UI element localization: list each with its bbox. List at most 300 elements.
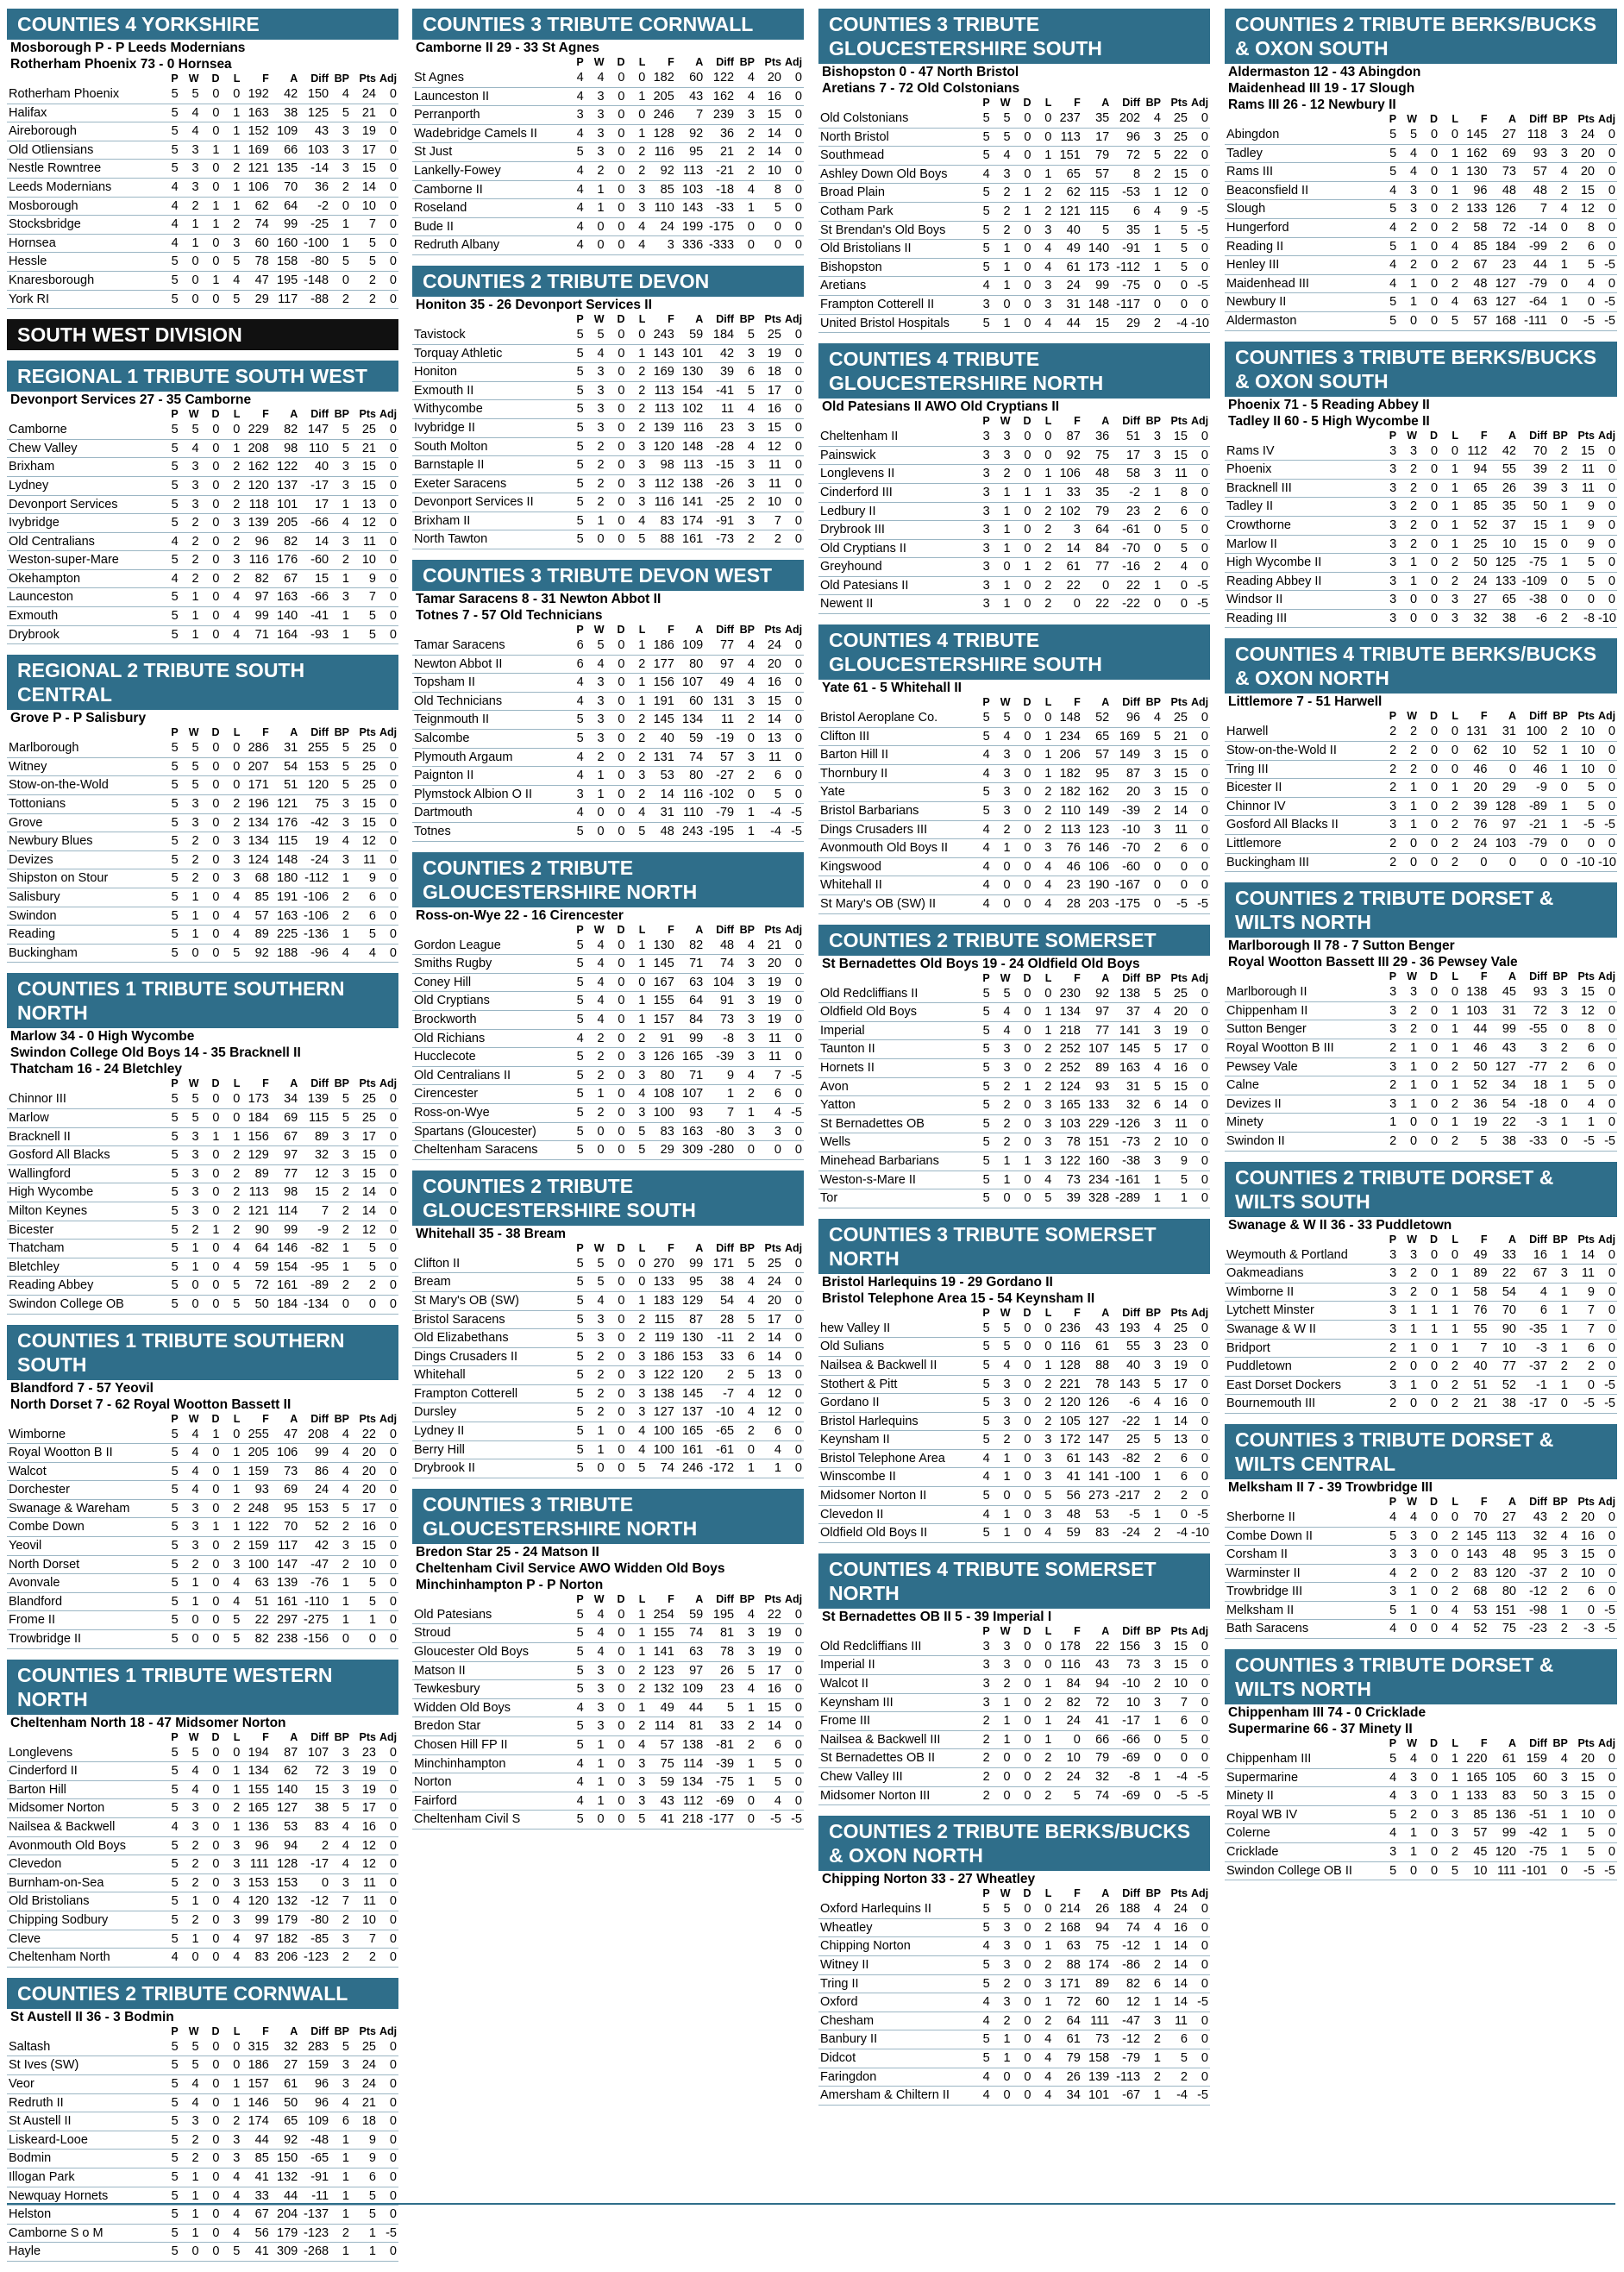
stat-d: 0: [1419, 200, 1439, 219]
stat-d: 0: [1013, 258, 1033, 277]
stat-diff: 29: [1111, 314, 1142, 333]
stat-diff: -67: [1111, 2087, 1142, 2106]
team-name: Hucclecote: [412, 1048, 565, 1067]
league-title: COUNTIES 3 TRIBUTE GLOUCESTERSHIRE NORTH: [412, 1489, 804, 1544]
column-header-f: F: [1074, 1887, 1081, 1900]
stat-p: 5: [971, 2049, 992, 2068]
stat-d: 0: [1013, 1900, 1033, 1918]
stat-l: 2: [1032, 1918, 1053, 1937]
stat-d: 1: [1013, 1152, 1033, 1171]
stat-p: 3: [1377, 591, 1398, 610]
stat-pts: 10: [1570, 742, 1596, 761]
stat-f: 82: [241, 1630, 270, 1649]
stat-a: 67: [271, 1127, 299, 1146]
stat-p: 5: [160, 776, 180, 795]
stat-pts: 19: [756, 344, 783, 363]
stat-bp: 0: [1549, 835, 1570, 854]
stat-a: 206: [271, 1949, 299, 1968]
stat-w: 3: [586, 1698, 606, 1717]
stat-pts: 0: [1163, 1749, 1189, 1768]
stat-pts: 15: [351, 795, 378, 814]
stat-l: 2: [1032, 576, 1053, 595]
stat-bp: 2: [330, 1202, 351, 1221]
stat-diff: 57: [705, 748, 736, 767]
stat-l: 3: [626, 1384, 647, 1403]
stat-adj: 0: [378, 178, 398, 197]
stat-adj: 0: [1189, 1449, 1210, 1468]
stat-adj: 0: [378, 1164, 398, 1183]
stat-d: 0: [201, 757, 222, 776]
stat-d: 0: [201, 1911, 222, 1930]
stat-f: 124: [241, 850, 270, 869]
stat-l: 3: [221, 1836, 241, 1855]
table-row: [1225, 853, 1617, 872]
team-name: Warminster II: [1225, 1564, 1377, 1583]
stat-l: 1: [1439, 144, 1460, 163]
stat-adj: 0: [1189, 558, 1210, 577]
column-header-diff: Diff: [716, 1592, 735, 1605]
stat-adj: 0: [1189, 746, 1210, 765]
stat-bp: 0: [330, 271, 351, 290]
team-name: Witney: [7, 757, 160, 776]
stat-l: 0: [1439, 760, 1460, 779]
team-name: Weston-super-Mare: [7, 551, 160, 570]
stat-diff: 193: [1111, 1320, 1142, 1338]
stat-w: 4: [586, 1291, 606, 1310]
stat-p: 3: [1377, 1095, 1398, 1114]
team-name: Tewkesbury: [412, 1680, 565, 1699]
stat-w: 1: [992, 1712, 1013, 1731]
stat-bp: 3: [330, 458, 351, 477]
stat-bp: 1: [1549, 256, 1570, 275]
stat-diff: -25: [705, 493, 736, 512]
stat-bp: 2: [1142, 1955, 1163, 1974]
team-name: Matson II: [412, 1661, 565, 1680]
stat-pts: -5: [1570, 1132, 1596, 1151]
stat-diff: 14: [299, 532, 330, 551]
stat-d: 0: [1013, 820, 1033, 839]
stat-p: 5: [160, 869, 180, 888]
table-row: [412, 937, 804, 955]
stat-p: 3: [1377, 1376, 1398, 1395]
stat-diff: 67: [1518, 1265, 1549, 1283]
team-name: Clifton II: [412, 1255, 565, 1273]
stat-adj: 0: [378, 1240, 398, 1258]
stat-bp: 3: [330, 1127, 351, 1146]
stat-diff: 115: [299, 1108, 330, 1127]
stat-d: 0: [201, 1799, 222, 1818]
stat-w: 1: [992, 483, 1013, 502]
stat-f: 113: [241, 1183, 270, 1202]
team-name: Spartans (Gloucester): [412, 1122, 565, 1141]
stat-bp: 4: [736, 437, 756, 456]
team-name: Bude II: [412, 217, 565, 236]
column-header-adj: Adj: [1597, 429, 1616, 442]
stat-bp: 1: [1549, 816, 1570, 835]
stat-adj: 0: [783, 1624, 804, 1643]
stat-p: 5: [160, 1873, 180, 1892]
stat-l: 2: [1032, 802, 1053, 821]
column-4: [1225, 9, 1617, 1891]
stat-l: 1: [1439, 1768, 1460, 1787]
column-header-f: F: [668, 56, 674, 68]
team-name: Nailsea & Backwell: [7, 1818, 160, 1837]
stat-p: 5: [160, 2168, 180, 2187]
stat-a: 113: [676, 161, 705, 180]
stat-adj: 0: [1596, 181, 1617, 200]
stat-l: 2: [1439, 218, 1460, 237]
stat-a: 147: [1082, 1431, 1111, 1450]
stat-w: 4: [180, 439, 201, 458]
stat-pts: 5: [756, 1773, 783, 1792]
stat-pts: 5: [1570, 1843, 1596, 1862]
stat-p: 5: [160, 1426, 180, 1444]
stat-l: 5: [221, 253, 241, 272]
stat-diff: -86: [1111, 1955, 1142, 1974]
stat-adj: 0: [1189, 2012, 1210, 2030]
stat-bp: 3: [736, 1048, 756, 1067]
stat-diff: -98: [1518, 1601, 1549, 1620]
stat-bp: 3: [1142, 764, 1163, 783]
stat-adj: 0: [1189, 1937, 1210, 1956]
column-header-pts: Pts: [1170, 1624, 1188, 1637]
stat-bp: 2: [736, 143, 756, 162]
stat-f: 65: [1053, 165, 1082, 184]
stat-bp: 1: [1142, 1468, 1163, 1487]
stat-bp: 5: [1142, 985, 1163, 1003]
column-header-l: L: [1044, 97, 1052, 109]
stat-diff: -33: [1518, 1132, 1549, 1151]
stat-f: 36: [1460, 1095, 1489, 1114]
stat-pts: 12: [351, 1855, 378, 1874]
stat-p: 5: [160, 1630, 180, 1649]
team-name: Sherborne II: [1225, 1509, 1377, 1527]
stat-f: 130: [647, 937, 675, 955]
stat-w: 1: [992, 1449, 1013, 1468]
stat-p: 5: [565, 1422, 586, 1441]
stat-adj: 0: [1596, 1527, 1617, 1546]
stat-adj: 0: [1189, 1749, 1210, 1768]
stat-l: 3: [221, 832, 241, 851]
column-header-p: P: [982, 1306, 990, 1319]
stat-p: 5: [565, 1329, 586, 1348]
stat-adj: 0: [1189, 184, 1210, 203]
stat-p: 3: [1377, 797, 1398, 816]
stat-l: 2: [1032, 1786, 1053, 1805]
stat-pts: 11: [756, 1029, 783, 1048]
stat-diff: 96: [299, 2074, 330, 2093]
table-header-row: [1225, 430, 1617, 442]
table-row: [818, 839, 1210, 858]
stat-l: 3: [626, 1048, 647, 1067]
stat-a: 54: [1489, 1283, 1518, 1302]
stat-adj: 0: [378, 1780, 398, 1799]
stat-l: 1: [626, 955, 647, 974]
stat-d: 0: [201, 813, 222, 832]
fixture-result: Blandford 7 - 57 Yeovil: [10, 1380, 154, 1396]
stat-pts: 14: [756, 711, 783, 730]
stat-diff: 7: [1518, 200, 1549, 219]
stat-adj: -5: [1596, 1620, 1617, 1639]
stat-a: 127: [1489, 1058, 1518, 1076]
stat-f: 41: [647, 1811, 675, 1830]
stat-adj: -10: [1596, 609, 1617, 628]
stat-f: 59: [1053, 1524, 1082, 1543]
stat-adj: -5: [1596, 293, 1617, 312]
stat-f: 194: [241, 1744, 270, 1762]
stat-adj: 0: [1189, 483, 1210, 502]
stat-p: 4: [160, 1818, 180, 1837]
stat-p: 3: [1377, 1320, 1398, 1339]
stat-a: 174: [1082, 1955, 1111, 1974]
stat-f: 192: [241, 85, 270, 104]
stat-w: 5: [1398, 126, 1419, 144]
stat-pts: 15: [1570, 1768, 1596, 1787]
table-row: [7, 551, 398, 570]
stat-p: 5: [160, 2131, 180, 2150]
stat-l: 1: [221, 1444, 241, 1463]
stat-f: 67: [241, 2206, 270, 2225]
stat-diff: 72: [299, 1762, 330, 1781]
stat-f: 53: [647, 767, 675, 786]
team-name: Reading III: [1225, 609, 1377, 628]
stat-p: 5: [160, 495, 180, 514]
stat-pts: 16: [756, 87, 783, 106]
stat-d: 0: [201, 2074, 222, 2093]
stat-d: 0: [201, 1836, 222, 1855]
stat-p: 5: [565, 530, 586, 549]
stat-bp: 6: [736, 1347, 756, 1366]
stat-a: 109: [271, 122, 299, 141]
stat-p: 5: [565, 1736, 586, 1755]
stat-a: 110: [676, 804, 705, 823]
table-row: [7, 458, 398, 477]
stat-adj: 0: [783, 236, 804, 255]
stat-f: 98: [647, 456, 675, 475]
stat-p: 5: [160, 1930, 180, 1949]
stat-p: 5: [160, 2187, 180, 2206]
stat-pts: 11: [1570, 461, 1596, 480]
stat-diff: 77: [705, 637, 736, 655]
stat-bp: 0: [1549, 779, 1570, 798]
stat-p: 3: [565, 785, 586, 804]
stat-l: 1: [221, 1518, 241, 1537]
table-row: [7, 757, 398, 776]
stat-adj: 0: [378, 439, 398, 458]
stat-pts: 25: [756, 1255, 783, 1273]
stat-adj: 0: [1596, 1001, 1617, 1020]
stat-l: 3: [626, 1103, 647, 1122]
stat-p: 5: [565, 1440, 586, 1459]
stat-diff: -12: [1518, 1583, 1549, 1602]
stat-bp: 1: [330, 569, 351, 588]
team-name: Old Bristolians II: [818, 240, 971, 259]
stat-w: 1: [180, 926, 201, 945]
table-row: [412, 530, 804, 549]
stat-w: 1: [1398, 1339, 1419, 1358]
stat-l: 4: [221, 1930, 241, 1949]
stat-p: 5: [160, 1258, 180, 1277]
stat-adj: 0: [783, 748, 804, 767]
league-title: REGIONAL 2 TRIBUTE SOUTH CENTRAL: [7, 655, 398, 710]
stat-w: 1: [180, 907, 201, 926]
stat-p: 3: [1377, 442, 1398, 461]
stat-adj: 0: [1596, 516, 1617, 535]
stat-adj: 0: [1189, 1096, 1210, 1115]
team-name: Plymstock Albion O II: [412, 785, 565, 804]
stat-f: 23: [1053, 876, 1082, 895]
stat-f: 89: [241, 926, 270, 945]
stat-a: 273: [1082, 1487, 1111, 1506]
team-name: Gordano II: [818, 1394, 971, 1413]
stat-d: 0: [606, 363, 627, 382]
stat-bp: 4: [736, 1680, 756, 1699]
stat-adj: 0: [783, 1310, 804, 1329]
stat-w: 3: [992, 1412, 1013, 1431]
stat-w: 3: [1398, 1246, 1419, 1265]
stat-a: 238: [271, 1630, 299, 1649]
table-row: [7, 1744, 398, 1762]
stat-f: 26: [1053, 2068, 1082, 2087]
stat-f: 41: [241, 2243, 270, 2262]
stat-diff: 153: [299, 1499, 330, 1518]
stat-f: 119: [647, 1329, 675, 1348]
stat-adj: -5: [783, 804, 804, 823]
column-header-l: L: [1044, 1887, 1052, 1900]
stat-w: 5: [180, 85, 201, 104]
stat-adj: 0: [1189, 1320, 1210, 1338]
stat-f: 122: [241, 1518, 270, 1537]
stat-f: 145: [647, 711, 675, 730]
stat-d: 0: [1419, 1564, 1439, 1583]
column-header-f: F: [1074, 971, 1081, 984]
table-row: [7, 2168, 398, 2187]
stat-f: 39: [1460, 797, 1489, 816]
stat-w: 4: [992, 147, 1013, 166]
stat-p: 2: [1377, 1039, 1398, 1058]
stat-a: 54: [271, 757, 299, 776]
table-row: [818, 202, 1210, 221]
stat-adj: 0: [1189, 1918, 1210, 1937]
stat-diff: 2: [299, 1836, 330, 1855]
fixture-result: Ross-on-Wye 22 - 16 Cirencester: [416, 907, 624, 923]
stat-l: 1: [1439, 1283, 1460, 1302]
stat-a: 84: [676, 1010, 705, 1029]
stat-p: 4: [971, 1993, 992, 2012]
column-header-l: L: [1044, 971, 1052, 984]
stat-pts: -5: [756, 1811, 783, 1830]
stat-bp: 5: [736, 326, 756, 344]
stat-f: 31: [1053, 295, 1082, 314]
table-row: [1225, 591, 1617, 610]
stat-w: 5: [992, 1900, 1013, 1918]
stat-adj: 0: [1189, 727, 1210, 746]
stat-diff: -91: [1111, 240, 1142, 259]
stat-adj: 0: [783, 418, 804, 437]
column-header-adj: Adj: [785, 1241, 803, 1254]
column-header-a: A: [1101, 1306, 1110, 1319]
stat-diff: 97: [705, 655, 736, 674]
stat-diff: -17: [1518, 1395, 1549, 1414]
table-row: [7, 588, 398, 607]
column-header-p: P: [1389, 1737, 1397, 1750]
team-name: Old Bristolians: [7, 1892, 160, 1911]
stat-diff: 42: [705, 344, 736, 363]
column-header-adj: Adj: [379, 408, 398, 421]
league-title: COUNTIES 3 TRIBUTE BERKS/BUCKS & OXON SOUTH: [1225, 342, 1617, 397]
stat-pts: 17: [756, 1661, 783, 1680]
table-header-row: [818, 97, 1210, 110]
stat-diff: 145: [1111, 1040, 1142, 1059]
stat-adj: 0: [783, 474, 804, 493]
table-header-row: [7, 1077, 398, 1090]
stat-adj: 0: [378, 1818, 398, 1837]
table-row: [412, 1440, 804, 1459]
table-row: [412, 199, 804, 218]
stat-diff: -39: [705, 1754, 736, 1773]
team-name: Cheltenham II: [818, 428, 971, 446]
column-header-bp: BP: [334, 1412, 349, 1425]
stat-f: 46: [1460, 760, 1489, 779]
table-row: [412, 973, 804, 992]
stat-a: 158: [271, 253, 299, 272]
stat-pts: 16: [756, 400, 783, 419]
stat-p: 5: [160, 1444, 180, 1463]
stat-p: 4: [1377, 1620, 1398, 1639]
team-name: Dursley: [412, 1403, 565, 1422]
stat-a: 188: [271, 944, 299, 963]
stat-f: 116: [647, 493, 675, 512]
stat-a: 145: [676, 1384, 705, 1403]
stat-a: 138: [676, 1736, 705, 1755]
stat-w: 0: [586, 236, 606, 255]
table-row: [412, 823, 804, 842]
stat-p: 4: [971, 746, 992, 765]
stat-adj: 0: [1596, 498, 1617, 517]
stat-l: 1: [1032, 165, 1053, 184]
stat-d: 0: [1013, 2087, 1033, 2106]
stat-adj: 0: [1596, 1787, 1617, 1806]
stat-w: 1: [992, 1171, 1013, 1189]
table-row: [7, 907, 398, 926]
stat-l: 1: [1032, 483, 1053, 502]
stat-p: 5: [160, 1762, 180, 1781]
table-row: [818, 746, 1210, 765]
stat-diff: 87: [1111, 764, 1142, 783]
stat-diff: 0: [1518, 853, 1549, 872]
stat-adj: 0: [783, 1384, 804, 1403]
stat-pts: 14: [1163, 1955, 1189, 1974]
stat-bp: 3: [736, 106, 756, 125]
stat-p: 5: [565, 1459, 586, 1478]
team-name: Newent II: [818, 595, 971, 614]
team-name: Wimborne: [7, 1426, 160, 1444]
stat-l: 1: [1439, 479, 1460, 498]
stat-adj: 0: [378, 2206, 398, 2225]
stat-diff: 50: [1518, 1787, 1549, 1806]
stat-p: 4: [1377, 256, 1398, 275]
stat-bp: 4: [1142, 1003, 1163, 1022]
stat-a: 132: [271, 1892, 299, 1911]
team-name: Rams IV: [1225, 442, 1377, 461]
stat-bp: 7: [330, 1892, 351, 1911]
stat-diff: -16: [1111, 558, 1142, 577]
stat-l: 1: [221, 1780, 241, 1799]
team-name: Coney Hill: [412, 973, 565, 992]
stat-a: 136: [1489, 1805, 1518, 1824]
stat-a: 77: [1489, 1358, 1518, 1377]
stat-f: 3: [1053, 521, 1082, 540]
